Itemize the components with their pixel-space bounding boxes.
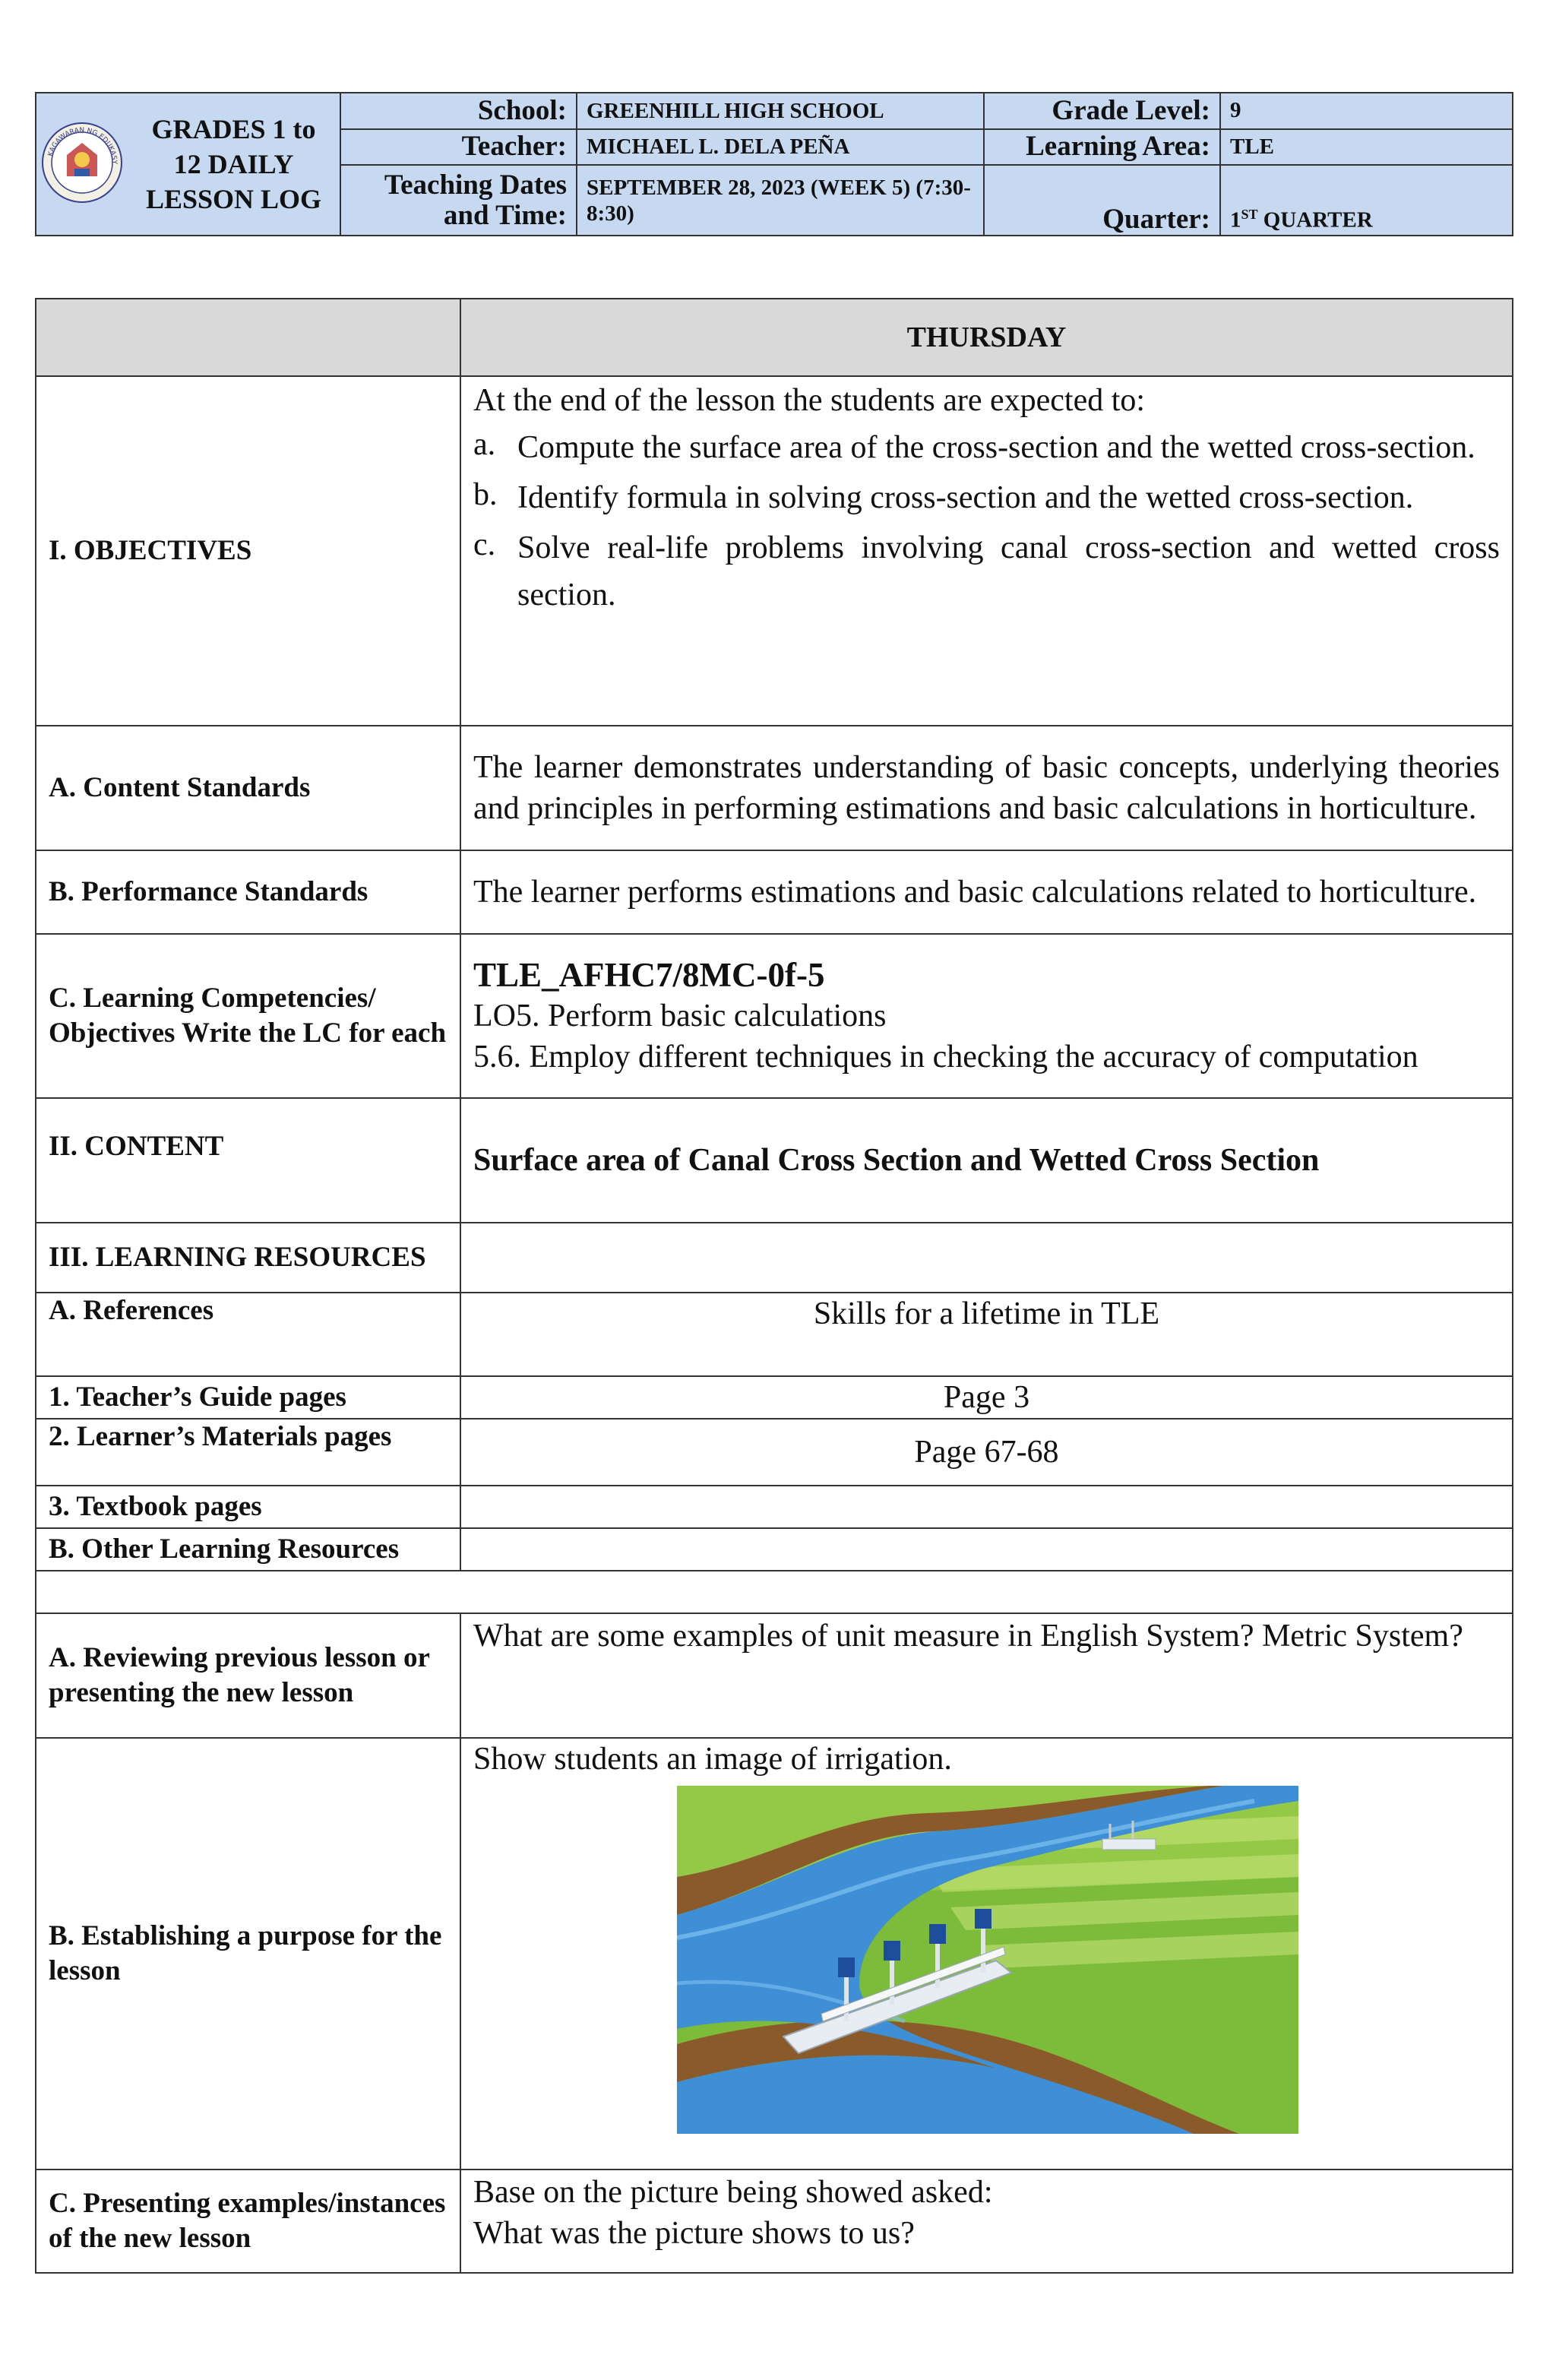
seal-text: KAGAWARAN NG EDUKASY: [46, 126, 119, 164]
header-table: [35, 92, 1513, 236]
day-corner: [36, 299, 460, 376]
school-label: School:: [340, 93, 577, 129]
quarter-label: Quarter:: [984, 165, 1220, 236]
performance-standards-text: The learner performs estimations and basic calculations related to horticulture.: [460, 850, 1513, 934]
teachers-guide-value: Page 3: [460, 1376, 1513, 1419]
competencies-cell: [460, 934, 1513, 1098]
dates-value: SEPTEMBER 28, 2023 (WEEK 5) (7:30-8:30): [577, 165, 984, 236]
area-label: Learning Area:: [984, 129, 1220, 166]
reviewing-label: A. Reviewing previous lesson or presenting the new lesson: [36, 1613, 460, 1738]
school-value: GREENHILL HIGH SCHOOL: [577, 93, 984, 129]
competency-detail: 5.6. Employ different techniques in checking the accuracy of computation: [473, 1040, 1418, 1074]
content-title: Surface area of Canal Cross Section and Wetted Cross Section: [460, 1098, 1513, 1223]
purpose-label: B. Establishing a purpose for the lesson: [36, 1738, 460, 2170]
lesson-table: [35, 298, 1513, 2274]
purpose-text: Show students an image of irrigation.: [473, 1742, 952, 1777]
competency-lo: LO5. Perform basic calculations: [473, 999, 887, 1033]
objective-text: Compute the surface area of the cross-section and the wetted cross-section.: [517, 430, 1475, 465]
learners-materials-label: 2. Learner’s Materials pages: [36, 1419, 460, 1486]
objectives-intro: At the end of the lesson the students are expected to:: [473, 383, 1146, 418]
teacher-label: Teacher:: [340, 129, 577, 166]
quarter-sup: ST: [1241, 207, 1258, 223]
competency-code: TLE_AFHC7/8MC-0f-5: [473, 956, 825, 994]
section-spacer-row: [36, 1571, 1513, 1613]
grade-value: 9: [1220, 93, 1513, 129]
presenting-cell: [460, 2170, 1513, 2273]
references-label: A. References: [36, 1293, 460, 1376]
objective-item: [473, 424, 1500, 471]
content-label: II. CONTENT: [36, 1098, 460, 1223]
performance-standards-label: B. Performance Standards: [36, 850, 460, 934]
other-resources-label: B. Other Learning Resources: [36, 1528, 460, 1571]
resources-empty: [460, 1223, 1513, 1293]
teacher-value: MICHAEL L. DELA PEÑA: [577, 129, 984, 166]
other-resources-value: [460, 1528, 1513, 1571]
grade-label: Grade Level:: [984, 93, 1220, 129]
references-value: Skills for a lifetime in TLE: [460, 1293, 1513, 1376]
deped-seal-icon: [41, 122, 123, 204]
content-standards-label: A. Content Standards: [36, 726, 460, 850]
presenting-line-1: Base on the picture being showed asked:: [473, 2175, 993, 2210]
objective-marker: a.: [473, 427, 496, 462]
log-title: GRADES 1 to 12 DAILY LESSON LOG: [128, 93, 340, 236]
day-heading: THURSDAY: [460, 299, 1513, 376]
objective-item: [473, 474, 1500, 521]
quarter-value: [1220, 165, 1513, 236]
objective-marker: c.: [473, 527, 496, 562]
objective-text: Solve real-life problems involving canal cross-section and wetted cross section.: [517, 530, 1500, 612]
logo-cell: [36, 93, 128, 236]
content-standards-text: The learner demonstrates understanding of basic concepts, underlying theories and principles in performing estimations and basic calculations in horticulture.: [460, 726, 1513, 850]
quarter-num: 1: [1230, 208, 1241, 233]
objective-marker: b.: [473, 477, 498, 512]
textbook-label: 3. Textbook pages: [36, 1486, 460, 1528]
dates-label: Teaching Dates and Time:: [340, 165, 577, 236]
objectives-cell: [460, 376, 1513, 726]
irrigation-image: [677, 1786, 1298, 2134]
objective-item: [473, 524, 1500, 619]
objectives-label: I. OBJECTIVES: [36, 376, 460, 726]
area-value: TLE: [1220, 129, 1513, 166]
learners-materials-value: Page 67-68: [460, 1419, 1513, 1486]
teachers-guide-label: 1. Teacher’s Guide pages: [36, 1376, 460, 1419]
objective-text: Identify formula in solving cross-section and the wetted cross-section.: [517, 480, 1414, 515]
competencies-label: C. Learning Competencies/ Objectives Write the LC for each: [36, 934, 460, 1098]
resources-label: III. LEARNING RESOURCES: [36, 1223, 460, 1293]
textbook-value: [460, 1486, 1513, 1528]
purpose-cell: [460, 1738, 1513, 2170]
objectives-list: [473, 424, 1500, 619]
presenting-line-2: What was the picture shows to us?: [473, 2216, 915, 2251]
quarter-text: QUARTER: [1257, 208, 1373, 233]
reviewing-text: What are some examples of unit measure in English System? Metric System?: [460, 1613, 1513, 1738]
presenting-label: C. Presenting examples/instances of the new lesson: [36, 2170, 460, 2273]
